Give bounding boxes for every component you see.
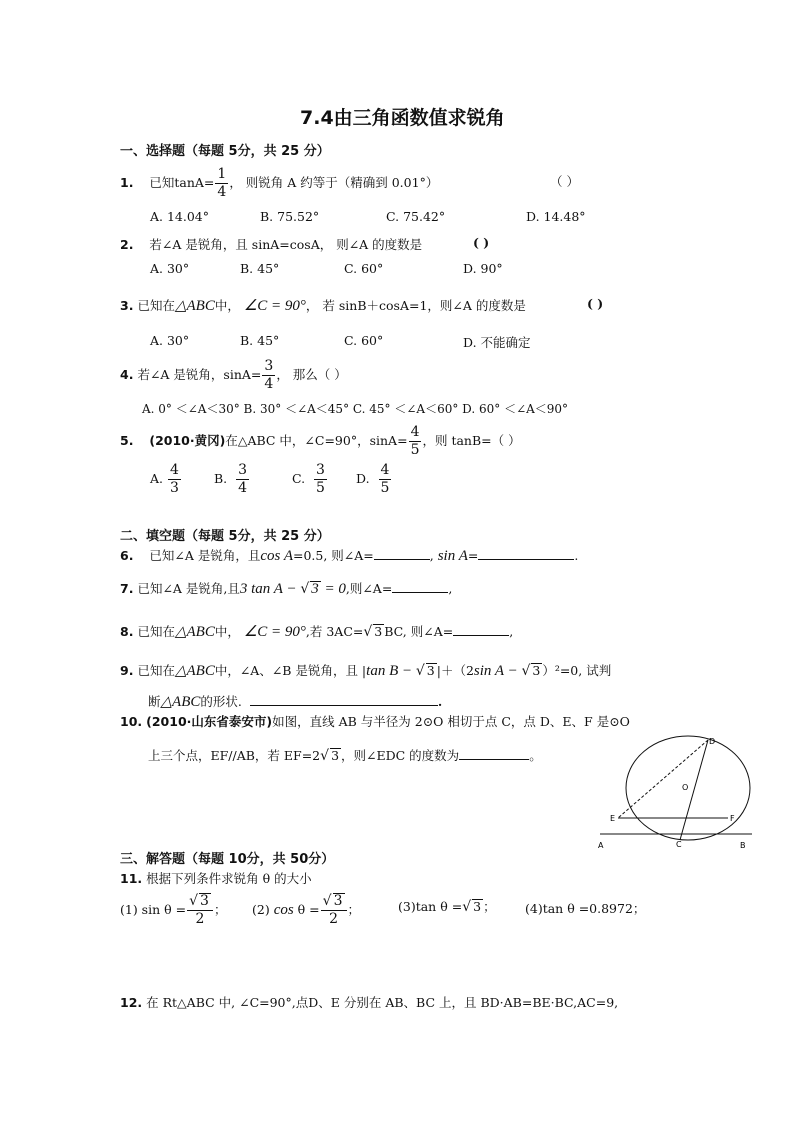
question-10: 10. (2010·山东省泰安市)如图，直线 AB 与半径为 2⊙O 相切于点 C，点 D、E、F 是⊙O	[120, 714, 630, 729]
option-a: A. $\frac{4}{3}$	[150, 462, 179, 496]
option-b: B. $\frac{3}{4}$	[214, 462, 248, 496]
option-c: C. 75.42°	[386, 209, 446, 224]
question-6: 6. 已知∠A 是锐角，且cos A=0.5, 则∠A= , sin A= .	[120, 548, 579, 564]
question-11-part2: (2) cos θ = $\frac{√ 3}{2}$ ；	[252, 893, 361, 927]
option-c: C. 60°	[344, 261, 384, 276]
section-heading-choice: 一、选择题（每题 5分，共 25 分）	[120, 144, 330, 159]
label-a: A	[598, 841, 604, 850]
option-b: B. 45°	[240, 333, 280, 348]
option-c: C. 60°	[344, 333, 384, 348]
question-8: 8. 已知在△ABC中， ∠C = 90°,若 3AC=√ 3 BC, 则∠A= ,	[120, 624, 514, 640]
triangle-abc: △ABC	[174, 298, 215, 314]
question-number: 3.	[120, 298, 134, 313]
question-5: 5. (2010·黄冈)在△ABC 中，∠C=90°，sinA= $\frac{4}{5}$ ，则 tanB=（ ）	[120, 424, 521, 458]
question-number: 6.	[120, 548, 134, 563]
question-number: 12.	[120, 995, 143, 1010]
option-a: A. 30°	[150, 261, 190, 276]
answer-blank[interactable]	[392, 580, 448, 593]
option-a: A. 14.04°	[150, 209, 210, 224]
label-e: E	[610, 814, 616, 823]
question-2	[120, 235, 422, 253]
label-o: O	[682, 783, 689, 792]
question-4: 4. 若∠A 是锐角，sinA= $\frac{3}{4}$ ， 那么（ ）	[120, 358, 347, 392]
question-text: 若∠A 是锐角，且 sinA=cosA， 则∠A 的度数是	[149, 237, 423, 252]
question-text: ， 则锐角 A 约等于（精确到 0.01°）	[229, 175, 439, 190]
option-a: A. 30°	[150, 333, 190, 348]
question-number: 1.	[120, 175, 134, 190]
question-number: 4.	[120, 367, 134, 382]
question-11-part1: (1) sin θ = $\frac{√ 3}{2}$ ；	[120, 893, 227, 927]
question-source: (2010·山东省泰安市)	[146, 714, 273, 729]
angle-c: ∠C = 90°	[243, 298, 306, 314]
segment-de	[618, 740, 708, 818]
question-number: 2.	[120, 237, 134, 252]
answer-blank[interactable]	[374, 547, 430, 560]
option-d: D. 不能确定	[463, 335, 531, 350]
answer-blank[interactable]	[459, 747, 529, 760]
option-d: D. 14.48°	[526, 209, 586, 224]
label-f: F	[730, 814, 735, 823]
question-source: (2010·黄冈)	[149, 433, 226, 448]
question-11-part3: (3)tan θ =√ 3 ；	[398, 899, 496, 915]
answer-paren: （ ）	[550, 174, 579, 189]
label-d: D	[709, 737, 716, 746]
label-b: B	[740, 841, 746, 850]
question-11: 11. 根据下列条件求锐角 θ 的大小	[120, 871, 312, 886]
page-title: 7.4由三角函数值求锐角	[300, 107, 505, 129]
question-9: 9. 已知在△ABC中，∠A、∠B 是锐角，且 |tan B − √ 3 |＋（2sin A − √ 3 ）²=0, 试判	[120, 663, 612, 679]
question-1	[120, 166, 438, 201]
section-heading-solve: 三、解答题（每题 10分，共 50分）	[120, 852, 335, 867]
option-d: D. $\frac{4}{5}$	[356, 462, 390, 496]
answer-blank[interactable]	[478, 547, 574, 560]
fraction: $\frac{3}{4}$	[264, 358, 274, 392]
question-number: 10.	[120, 714, 143, 729]
answer-paren: ( )	[587, 296, 604, 311]
label-c: C	[676, 840, 682, 849]
option-d: D. 90°	[463, 261, 503, 276]
question-11-part4: (4)tan θ =0.8972；	[525, 901, 646, 916]
question-number: 8.	[120, 624, 134, 639]
option-b: B. 75.52°	[260, 209, 320, 224]
question-9-line2: 断△ABC的形状. .	[148, 694, 443, 710]
question-number: 7.	[120, 581, 134, 596]
option-c: C. $\frac{3}{5}$	[292, 462, 325, 496]
option-b: B. 45°	[240, 261, 280, 276]
options-row: A. 0° ＜∠A＜30° B. 30° ＜∠A＜45° C. 45° ＜∠A＜60° D. 60° ＜∠A＜90°	[142, 402, 569, 416]
circle-tangent-figure	[596, 730, 756, 855]
question-number: 5.	[120, 433, 134, 448]
question-7: 7. 已知∠A 是锐角,且3 tan A − √ 3 = 0,则∠A= ,	[120, 581, 453, 597]
question-text: 已知tanA=	[149, 175, 215, 190]
section-heading-fill: 二、填空题（每题 5分，共 25 分）	[120, 529, 330, 544]
answer-blank[interactable]	[250, 693, 438, 706]
question-3: 3. 已知在△ABC中， ∠C = 90°， 若 sinB＋cosA=1，则∠A 的度数是	[120, 298, 526, 314]
question-number: 9.	[120, 663, 134, 678]
fraction: $\frac{1}{4}$	[217, 166, 227, 200]
hidden-guide	[680, 818, 728, 840]
question-10-line2: 上三个点，EF//AB，若 EF=2√ 3 ，则∠EDC 的度数为 。	[148, 748, 542, 764]
answer-paren: ( )	[473, 235, 490, 250]
answer-blank[interactable]	[453, 623, 509, 636]
fraction: $\frac{4}{5}$	[410, 424, 420, 458]
question-12: 12. 在 Rt△ABC 中, ∠C=90°,点D、E 分别在 AB、BC 上，且 BD·AB=BE·BC,AC=9,	[120, 995, 619, 1010]
question-number: 11.	[120, 871, 143, 886]
